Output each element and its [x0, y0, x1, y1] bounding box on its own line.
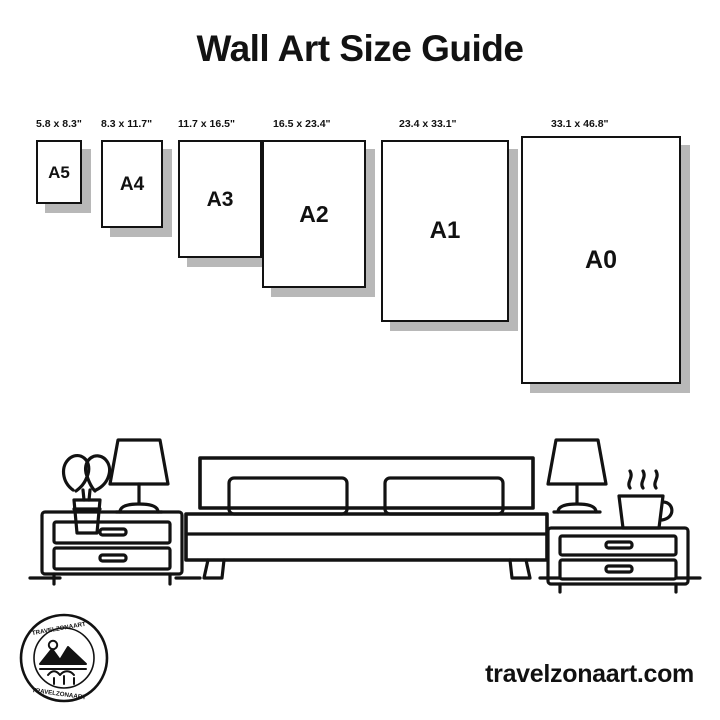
frame-dimensions-a3: 11.7 x 16.5" [178, 118, 235, 130]
frame-name-a0: A0 [585, 245, 617, 274]
coffee-cup [619, 471, 672, 528]
frame-box-a0[interactable] [521, 136, 681, 384]
right-table-lamp [548, 440, 606, 512]
frame-box-a4[interactable] [101, 140, 163, 228]
frame-name-a5: A5 [48, 162, 70, 182]
svg-text:TRAVELZONAART [31, 687, 86, 702]
left-nightstand[interactable] [42, 512, 182, 584]
frame-box-a3[interactable] [178, 140, 262, 258]
website-url[interactable]: travelzonaart.com [485, 660, 694, 688]
brand-logo[interactable] [18, 612, 110, 704]
logo-brand-bottom: TRAVELZONAART [31, 686, 87, 702]
frame-name-a3: A3 [206, 187, 234, 211]
bed[interactable] [186, 458, 547, 578]
frame-dimensions-a5: 5.8 x 8.3" [36, 118, 82, 130]
left-table-lamp [110, 440, 168, 512]
frame-box-a2[interactable] [262, 140, 366, 288]
frame-box-a5[interactable] [36, 140, 82, 204]
right-nightstand[interactable] [548, 528, 688, 592]
mountain-badge-icon [18, 612, 110, 704]
page-title: Wall Art Size Guide [196, 28, 524, 69]
frame-dimensions-a0: 33.1 x 46.8" [551, 118, 609, 130]
frame-name-a4: A4 [119, 173, 145, 195]
bedroom-illustration [0, 378, 720, 608]
frame-dimensions-a4: 8.3 x 11.7" [101, 118, 153, 130]
frame-box-a1[interactable] [381, 140, 509, 322]
frame-dimensions-a1: 23.4 x 33.1" [399, 118, 457, 130]
frame-dimensions-a2: 16.5 x 23.4" [273, 118, 331, 130]
logo-brand-top: TRAVELZONAART [31, 620, 87, 638]
frame-name-a1: A1 [429, 217, 461, 244]
bedroom-scene [0, 378, 720, 608]
frame-name-a2: A2 [299, 200, 329, 227]
